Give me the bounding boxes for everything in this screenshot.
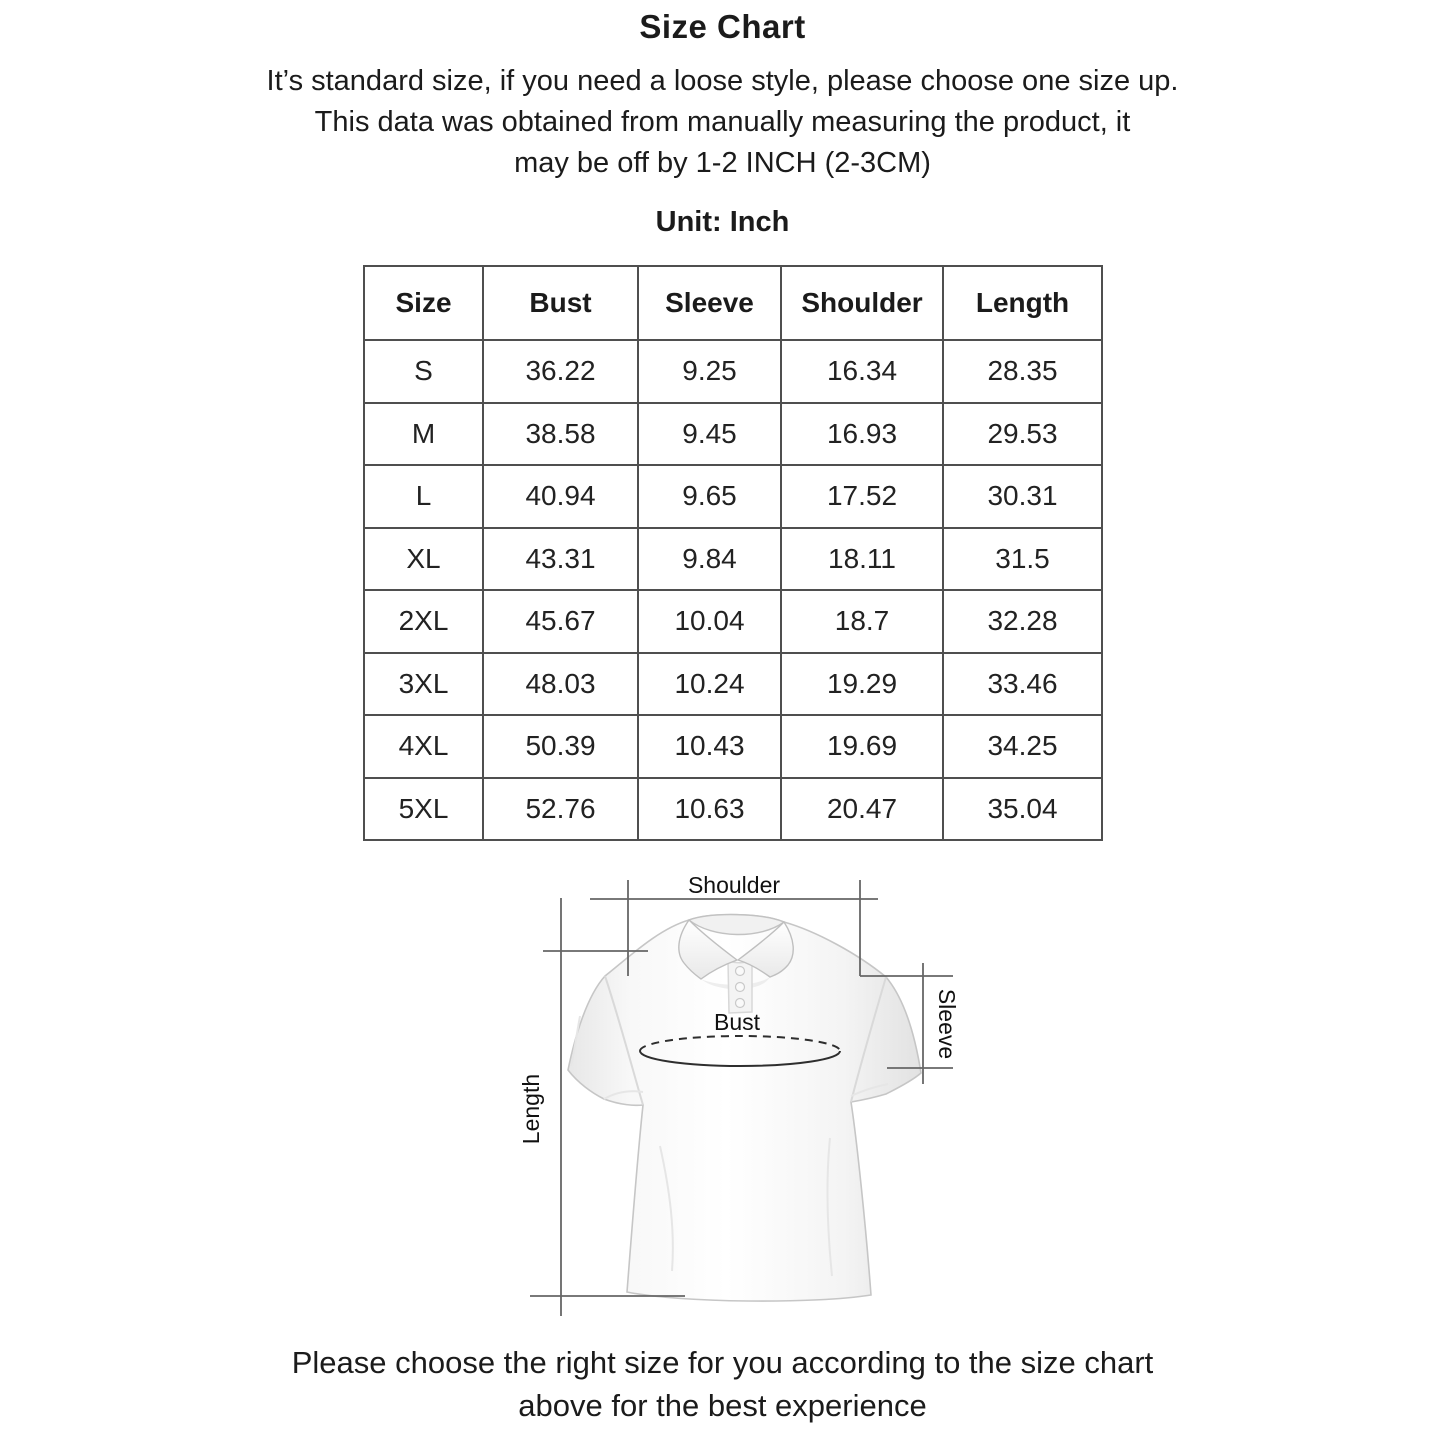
intro-line-1: It’s standard size, if you need a loose style, please choose one size up. [266, 65, 1179, 97]
value-cell: 18.7 [781, 590, 943, 653]
value-cell: 40.94 [483, 465, 638, 528]
value-cell: 29.53 [943, 403, 1102, 466]
size-cell: XL [364, 528, 483, 591]
value-cell: 10.63 [638, 778, 781, 841]
polo-shirt-body [568, 915, 921, 1301]
footer-note [0, 1341, 1445, 1427]
table-row [364, 715, 1102, 778]
value-cell: 18.11 [781, 528, 943, 591]
value-cell: 9.25 [638, 340, 781, 403]
footer-line-2: above for the best experience [518, 1388, 927, 1423]
value-cell: 10.43 [638, 715, 781, 778]
value-cell: 16.93 [781, 403, 943, 466]
size-cell: M [364, 403, 483, 466]
value-cell: 35.04 [943, 778, 1102, 841]
size-table-body [364, 340, 1102, 840]
sleeve-label: Sleeve [934, 988, 960, 1060]
size-cell: L [364, 465, 483, 528]
size-cell: 4XL [364, 715, 483, 778]
table-row [364, 340, 1102, 403]
bust-label: Bust [713, 1009, 761, 1035]
column-header: Sleeve [638, 266, 781, 340]
value-cell: 52.76 [483, 778, 638, 841]
size-table-header-row [364, 266, 1102, 340]
table-row [364, 465, 1102, 528]
value-cell: 34.25 [943, 715, 1102, 778]
size-cell: S [364, 340, 483, 403]
column-header: Length [943, 266, 1102, 340]
value-cell: 17.52 [781, 465, 943, 528]
size-table [363, 265, 1103, 841]
value-cell: 16.34 [781, 340, 943, 403]
value-cell: 38.58 [483, 403, 638, 466]
value-cell: 28.35 [943, 340, 1102, 403]
value-cell: 10.04 [638, 590, 781, 653]
table-row [364, 528, 1102, 591]
value-cell: 10.24 [638, 653, 781, 716]
value-cell: 50.39 [483, 715, 638, 778]
placket-buttons [736, 967, 745, 1008]
polo-shirt-illustration [480, 866, 980, 1330]
value-cell: 43.31 [483, 528, 638, 591]
shoulder-label: Shoulder [687, 872, 781, 898]
value-cell: 45.67 [483, 590, 638, 653]
table-row [364, 653, 1102, 716]
column-header: Size [364, 266, 483, 340]
table-row [364, 778, 1102, 841]
intro-text [0, 61, 1445, 184]
value-cell: 19.69 [781, 715, 943, 778]
size-cell: 3XL [364, 653, 483, 716]
page-title: Size Chart [639, 8, 806, 45]
table-row [364, 403, 1102, 466]
column-header: Bust [483, 266, 638, 340]
value-cell: 48.03 [483, 653, 638, 716]
value-cell: 20.47 [781, 778, 943, 841]
value-cell: 9.84 [638, 528, 781, 591]
table-row [364, 590, 1102, 653]
length-label: Length [518, 1073, 544, 1145]
value-cell: 31.5 [943, 528, 1102, 591]
value-cell: 33.46 [943, 653, 1102, 716]
value-cell: 9.45 [638, 403, 781, 466]
column-header: Shoulder [781, 266, 943, 340]
size-cell: 5XL [364, 778, 483, 841]
value-cell: 19.29 [781, 653, 943, 716]
value-cell: 32.28 [943, 590, 1102, 653]
value-cell: 36.22 [483, 340, 638, 403]
footer-line-1: Please choose the right size for you according to the size chart [291, 1345, 1154, 1380]
size-table-head [364, 266, 1102, 340]
value-cell: 9.65 [638, 465, 781, 528]
value-cell: 30.31 [943, 465, 1102, 528]
intro-line-2: This data was obtained from manually measuring the product, it [314, 106, 1131, 138]
unit-label: Unit: Inch [655, 206, 790, 238]
size-cell: 2XL [364, 590, 483, 653]
measurement-diagram [480, 866, 980, 1330]
intro-line-3: may be off by 1-2 INCH (2-3CM) [514, 147, 931, 179]
